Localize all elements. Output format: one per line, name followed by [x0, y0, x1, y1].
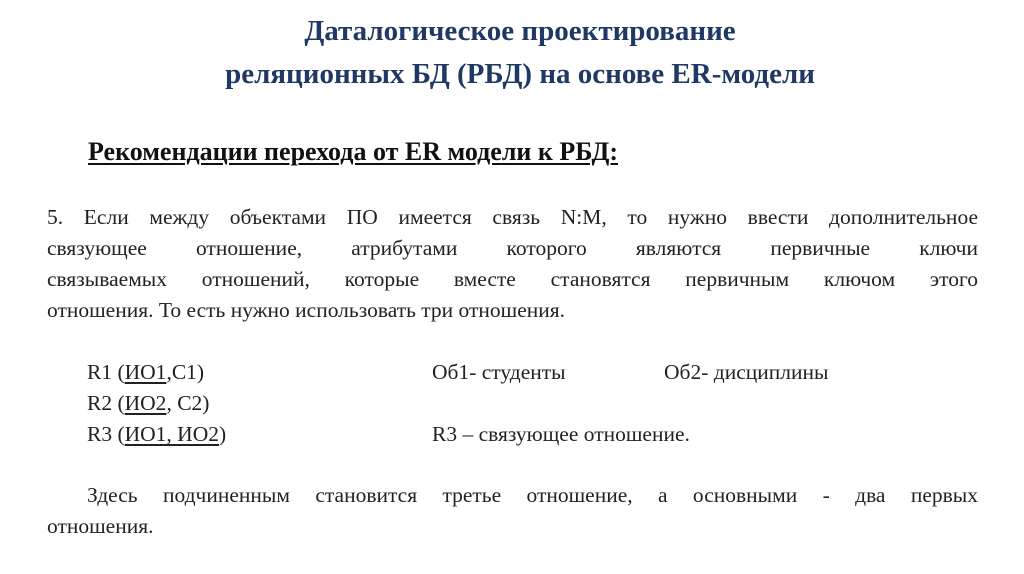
slide-title [150, 10, 890, 96]
relation-r3-note: R3 – связующее отношение. [432, 422, 690, 446]
relation-r2-key: ИО2 [124, 391, 167, 415]
conclusion-paragraph [47, 480, 978, 542]
rule-5-line: связываемых отношений, которые вместе становятся первичным ключом этого [47, 267, 978, 291]
rule-5-line: связующее отношение, атрибутами которого являются первичные ключи [47, 236, 978, 260]
relation-r3-rest: ) [218, 422, 227, 446]
relation-r1 [87, 357, 204, 388]
relation-r3-key: ИО1, ИО2 [124, 422, 219, 446]
relation-r2-name: R2 ( [87, 391, 125, 415]
object-1-label: Об1- студенты [432, 360, 566, 384]
section-heading: Рекомендации перехода от ER модели к РБД: [88, 137, 618, 166]
relation-r3-name: R3 ( [87, 422, 125, 446]
slide-title-line-1: Даталогическое проектирование [304, 15, 736, 47]
rule-5-paragraph [47, 202, 978, 326]
relation-r3 [87, 419, 226, 450]
object-2-label: Об2- дисциплины [664, 360, 829, 384]
conclusion-line: Здесь подчиненным становится третье отношение, а основными - два первых [87, 483, 978, 507]
relation-r1-key: ИО1 [124, 360, 167, 384]
relation-r1-name: R1 ( [87, 360, 125, 384]
relation-r1-rest: ,С1) [166, 360, 205, 384]
relation-r2-rest: , С2) [166, 391, 210, 415]
conclusion-line: отношения. [47, 514, 154, 538]
rule-5-line: отношения. То есть нужно использовать три отношения. [47, 298, 566, 322]
slide-title-line-2: реляционных БД (РБД) на основе ER-модели [225, 58, 815, 90]
relation-r2 [87, 388, 209, 419]
rule-5-line: 5. Если между объектами ПО имеется связь N:M, то нужно ввести дополнительное [47, 205, 978, 229]
